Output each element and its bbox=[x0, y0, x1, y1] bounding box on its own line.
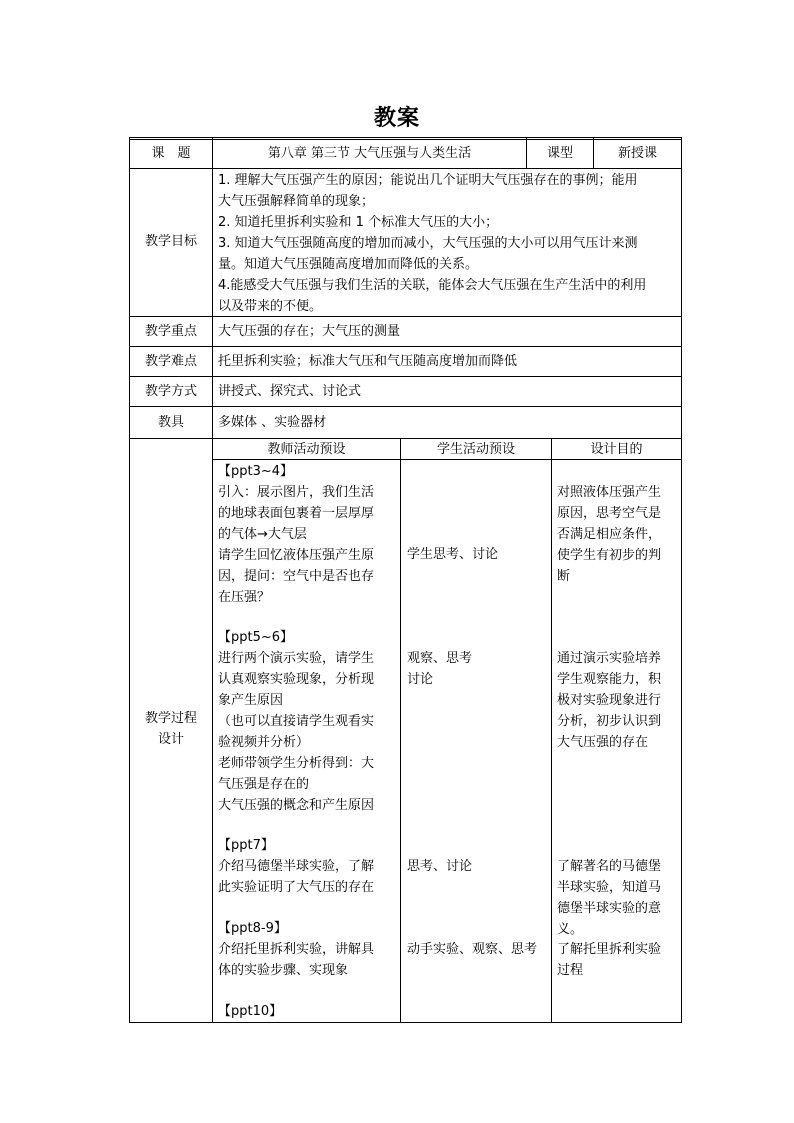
design-purpose: 通过演示实验培养 学生观察能力，积 极对实验现象进行 分析，初步认识到 大气压强的存在 bbox=[557, 651, 662, 750]
objective-line: 大气压强解释简单的现象； bbox=[218, 194, 375, 209]
teacher-activity: 【ppt8-9】 介绍托里拆利实验，讲解具 体的实验步骤、实现象 bbox=[218, 921, 375, 978]
methods-label: 教学方式 bbox=[144, 384, 197, 399]
objective-line: 量。知道大气压强随高度增加而降低的关系。 bbox=[218, 257, 479, 272]
tools-label: 教具 bbox=[157, 415, 184, 430]
student-activity: 学生思考、讨论 bbox=[407, 547, 499, 562]
objective-line: 4.能感受大气压强与我们生活的关联，能体会大气压强在生产生活中的利用 bbox=[218, 278, 647, 293]
teacher-activity: 【ppt5~6】 进行两个演示实验，请学生 认真观察实验现象，分析现 象产生原因 （也可以直接请学生观看实 验视频并分析） 老师带领学生分析得到：大 气压强是存在的 大气压强的概念和产生原因 bbox=[218, 630, 375, 813]
difficulties-label: 教学难点 bbox=[144, 354, 197, 369]
objectives-label: 教学目标 bbox=[144, 234, 197, 249]
teacher-activity: 【ppt3~4】 引入：展示图片，我们生活 的地球表面包裹着一层厚厚 的气体→大气层 请学生回忆液体压强产生原 因，提问：空气中是否也存 在压强？ bbox=[218, 464, 375, 605]
key-points-label: 教学重点 bbox=[144, 324, 197, 339]
objectives-text bbox=[218, 170, 680, 317]
difficulties-value: 托里拆利实验；标准大气压和气压随高度增加而降低 bbox=[218, 354, 518, 369]
objective-line: 2. 知道托里拆利实验和 1 个标准大气压的大小； bbox=[218, 215, 499, 230]
purpose-column-header: 设计目的 bbox=[590, 442, 643, 457]
process-label-line1: 教学过程 bbox=[144, 711, 197, 726]
topic-label: 课 题 bbox=[151, 146, 191, 161]
process-label bbox=[130, 708, 212, 750]
design-purpose: 了解著名的马德堡 半球实验，知道马 德堡半球实验的意 义。 bbox=[557, 859, 662, 937]
key-points-value: 大气压强的存在；大气压的测量 bbox=[218, 324, 401, 339]
objective-line: 以及带来的不便。 bbox=[218, 299, 323, 314]
teacher-activity: 【ppt10】 bbox=[218, 1004, 283, 1019]
lesson-type-value: 新授课 bbox=[617, 146, 657, 161]
process-label-line2: 设计 bbox=[157, 732, 184, 747]
teacher-column-header: 教师活动预设 bbox=[267, 442, 346, 457]
methods-value: 讲授式、探究式、讨论式 bbox=[218, 384, 362, 399]
student-column-header: 学生活动预设 bbox=[436, 442, 515, 457]
topic-value: 第八章 第三节 大气压强与人类生活 bbox=[267, 146, 472, 161]
design-purpose: 了解托里拆利实验 过程 bbox=[557, 942, 662, 978]
design-purpose: 对照液体压强产生 原因，思考空气是 否满足相应条件， 使学生有初步的判 断 bbox=[557, 485, 662, 584]
student-activity: 观察、思考 讨论 bbox=[407, 651, 473, 687]
tools-value: 多媒体 、实验器材 bbox=[218, 415, 327, 430]
objective-line: 1. 理解大气压强产生的原因；能说出几个证明大气压强存在的事例；能用 bbox=[218, 173, 638, 188]
objective-line: 3. 知道大气压强随高度的增加而减小，大气压强的大小可以用气压计来测 bbox=[218, 236, 638, 251]
student-activity: 思考、讨论 bbox=[407, 859, 473, 874]
document-title: 教案 bbox=[373, 106, 420, 131]
lesson-type-label: 课型 bbox=[546, 146, 573, 161]
student-activity: 动手实验、观察、思考 bbox=[407, 942, 538, 957]
teacher-activity: 【ppt7】 介绍马德堡半球实验，了解 此实验证明了大气压的存在 bbox=[218, 838, 375, 895]
